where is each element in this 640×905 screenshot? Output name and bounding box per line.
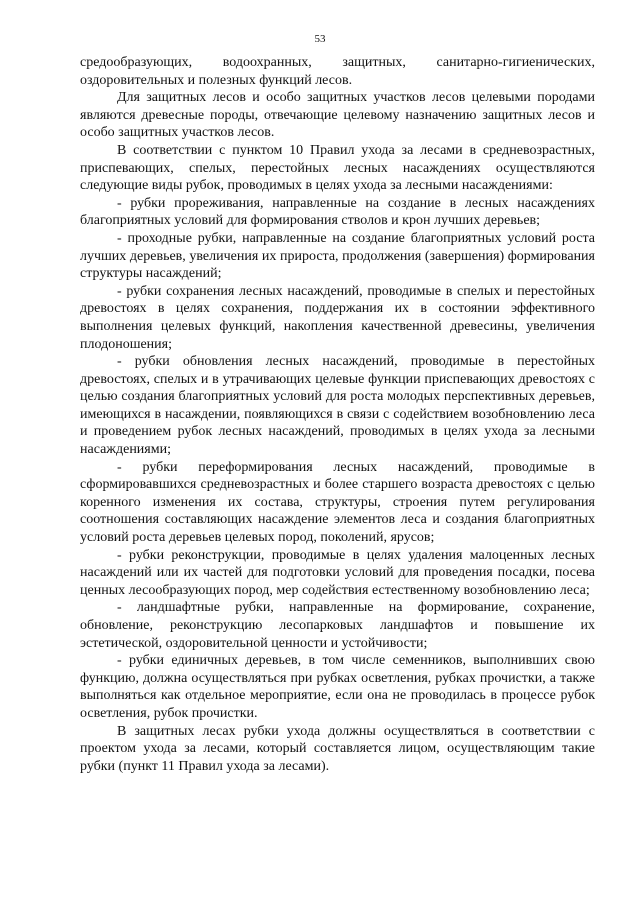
list-item-passing-cuts: - проходные рубки, направленные на создание благоприятных условий роста лучших деревьев, увеличения их прироста, продолжения (завершения) формирования структуры насаждений; <box>80 230 595 282</box>
list-item-thinning: - рубки прореживания, направленные на создание в лесных насаждениях благоприятных условий для формирования стволов и крон лучших деревьев; <box>80 195 595 229</box>
document-body <box>80 54 595 775</box>
page-number: 53 <box>314 33 326 45</box>
paragraph-continuation: средообразующих, водоохранных, защитных, санитарно-гигиенических, оздоровительных и полезных функций лесов. <box>80 55 595 88</box>
list-item-reconstruction-cuts: - рубки реконструкции, проводимые в целях удаления малоценных лесных насаждений или их частей для подготовки условий для проведения посадки, посева ценных лесообразующих пород, мер содействия естественному возобновлению леса; <box>80 547 595 598</box>
list-item-renewal-cuts: - рубки обновления лесных насаждений, проводимые в перестойных древостоях, спелых и в утрачивающих целевые функции приспевающих древостоях с целью создания благоприятных условий для роста молодых перспективных деревьев, имеющихся в насаждении, появляющихся в связи с содействием возобновлению леса и проведением рубок лесных насаждений, проводимых в целях ухода за лесными насаждениями; <box>80 354 595 458</box>
list-item-landscape-cuts: - ландшафтные рубки, направленные на формирование, сохранение, обновление, реконструкцию лесопарковых ландшафтов и повышение их эстетической, оздоровительной ценности и устойчивости; <box>80 600 595 651</box>
paragraph-protective-forests-project: В защитных лесах рубки ухода должны осуществляться в соответствии с проектом ухода за лесами, который составляется лицом, осуществляющим такие рубки (пункт 11 Правил ухода за лесами). <box>80 723 595 774</box>
list-item-single-tree-cuts: - рубки единичных деревьев, в том числе семенников, выполнивших свою функцию, должна осуществляться при рубках осветления, рубках прочистки, а также выполняться как отдельное мероприятие, если она не проводилась в процессе рубок осветления, рубок прочистки. <box>80 653 595 721</box>
paragraph-rule-reference: В соответствии с пунктом 10 Правил ухода за лесами в средневозрастных, приспевающих, спелых, перестойных лесных насаждениях осуществляются следующие виды рубок, проводимых в целях ухода за лесными насаждениями: <box>80 142 595 194</box>
list-item-reformation-cuts: - рубки переформирования лесных насаждений, проводимые в сформировавшихся средневозрастных и более старшего возраста древостоях с целью коренного изменения их состава, структуры, строения путем регулирования соотношения составляющих насаждение элементов леса и создания благоприятных условий роста деревьев целевых пород, поколений, ярусов; <box>80 459 595 546</box>
list-item-preservation-cuts: - рубки сохранения лесных насаждений, проводимые в спелых и перестойных древостоях в целях сохранения, поддержания их в состоянии эффективного выполнения целевых функций, накопления качественной древесины, увеличения плодоношения; <box>80 283 595 352</box>
paragraph-target-species: Для защитных лесов и особо защитных участков лесов целевыми породами являются древесные породы, отвечающие целевому назначению защитных лесов и особо защитных участков лесов. <box>80 90 595 141</box>
